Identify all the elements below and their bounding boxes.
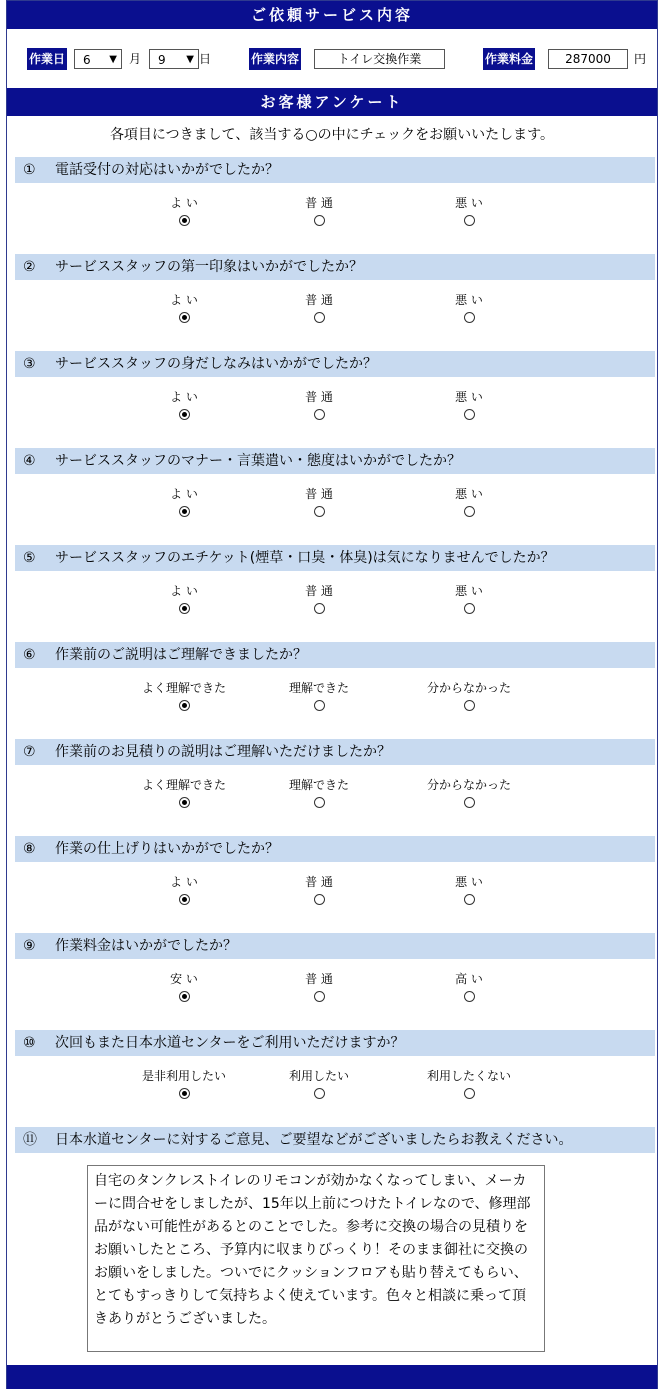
answer-option[interactable] (114, 389, 254, 423)
answer-option[interactable] (249, 389, 389, 423)
radio-checked-icon[interactable] (179, 1088, 190, 1099)
question-number: ⑤ (23, 550, 36, 566)
radio-checked-icon[interactable] (179, 215, 190, 226)
month-select[interactable] (74, 49, 122, 69)
radio-unchecked-icon[interactable] (464, 215, 475, 226)
survey-form (6, 0, 658, 1389)
radio-unchecked-icon[interactable] (464, 603, 475, 614)
radio-checked-icon[interactable] (179, 797, 190, 808)
radio-checked-icon[interactable] (179, 603, 190, 614)
answer-option-label: 悪 い (455, 875, 483, 889)
comment-textarea[interactable]: 自宅のタンクレストイレのリモコンが効かなくなってしまい、メーカーに問合せをしましたが、15年以上前につけたトイレなので、修理部品がない可能性があるとのことでした。参考に交換の場合の見積りをお願いしたところ、予算内に収まりびっくり！そのまま御社に交換のお願いをしました。ついでにクッションフロアも貼り替えてもらい、とてもすっきりして気持ちよく使えています。色々と相談に乗って頂きありがとうございました。 (87, 1165, 545, 1352)
answer-option[interactable] (114, 874, 254, 908)
question-text: サービススタッフのエチケット(煙草・口臭・体臭)は気になりませんでしたか？ (55, 550, 555, 566)
answer-option-label: 普 通 (305, 972, 333, 986)
fee-unit: 円 (634, 52, 647, 66)
question-6 (15, 642, 655, 668)
radio-checked-icon[interactable] (179, 991, 190, 1002)
question-number: ① (23, 162, 36, 178)
answer-option-label: 分からなかった (426, 778, 511, 792)
question-number: ⑩ (23, 1035, 36, 1051)
answer-option[interactable] (399, 389, 539, 423)
question-9 (15, 933, 655, 959)
question-11 (15, 1127, 655, 1153)
chevron-down-icon: ▼ (109, 54, 117, 65)
radio-unchecked-icon[interactable] (314, 797, 325, 808)
question-text: 作業料金はいかがでしたか？ (55, 938, 237, 954)
work-fee-field[interactable]: 287000 (548, 49, 628, 69)
answer-option[interactable] (399, 583, 539, 617)
answer-option-label: よく理解できた (141, 778, 226, 792)
day-unit: 日 (199, 52, 212, 66)
answer-option[interactable] (249, 1068, 389, 1102)
radio-unchecked-icon[interactable] (314, 991, 325, 1002)
question-text: 作業前のご説明はご理解できましたか？ (55, 647, 307, 663)
chevron-down-icon: ▼ (186, 54, 194, 65)
answer-option[interactable] (114, 195, 254, 229)
radio-unchecked-icon[interactable] (464, 700, 475, 711)
question-4 (15, 448, 655, 474)
radio-unchecked-icon[interactable] (314, 312, 325, 323)
answer-option-label: よ い (170, 584, 198, 598)
question-text: サービススタッフの身だしなみはいかがでしたか？ (55, 356, 377, 372)
answer-option-label: 利用したくない (426, 1069, 511, 1083)
question-3 (15, 351, 655, 377)
radio-checked-icon[interactable] (179, 506, 190, 517)
answer-option-label: 高 い (455, 972, 483, 986)
question-10 (15, 1030, 655, 1056)
question-text: 作業前のお見積りの説明はご理解いただけましたか？ (55, 744, 391, 760)
answer-option-label: 悪 い (455, 584, 483, 598)
answer-option[interactable] (114, 292, 254, 326)
radio-checked-icon[interactable] (179, 312, 190, 323)
day-value: 9 (158, 53, 166, 67)
question-number: ② (23, 259, 36, 275)
question-text: サービススタッフの第一印象はいかがでしたか？ (55, 259, 363, 275)
answer-option-label: 悪 い (455, 487, 483, 501)
answer-option[interactable] (249, 486, 389, 520)
answer-option-label: 普 通 (305, 487, 333, 501)
day-select[interactable] (149, 49, 199, 69)
answer-option[interactable] (249, 971, 389, 1005)
question-2 (15, 254, 655, 280)
answer-option-label: 普 通 (305, 293, 333, 307)
answer-option-label: 普 通 (305, 584, 333, 598)
radio-unchecked-icon[interactable] (314, 894, 325, 905)
answer-option-label: よ い (170, 487, 198, 501)
answer-option[interactable] (249, 777, 389, 811)
month-unit: 月 (129, 52, 142, 66)
question-number: ④ (23, 453, 36, 469)
answer-option[interactable] (399, 292, 539, 326)
answer-option-label: よ い (170, 390, 198, 404)
question-1 (15, 157, 655, 183)
answer-option[interactable] (249, 874, 389, 908)
radio-unchecked-icon[interactable] (314, 409, 325, 420)
answer-option[interactable] (399, 680, 539, 714)
question-text: 電話受付の対応はいかがでしたか？ (55, 162, 279, 178)
radio-unchecked-icon[interactable] (464, 1088, 475, 1099)
work-fee-label: 作業料金 (483, 48, 535, 70)
answer-option-label: 普 通 (305, 390, 333, 404)
answer-option-label: よ い (170, 196, 198, 210)
answer-option-label: 普 通 (305, 875, 333, 889)
answer-option-label: 理解できた (288, 681, 349, 695)
answer-option[interactable] (114, 1068, 254, 1102)
question-number: ⑦ (23, 744, 36, 760)
radio-checked-icon[interactable] (179, 700, 190, 711)
work-content-field[interactable]: トイレ交換作業 (314, 49, 445, 69)
question-5 (15, 545, 655, 571)
answer-option[interactable] (114, 971, 254, 1005)
radio-unchecked-icon[interactable] (314, 506, 325, 517)
radio-unchecked-icon[interactable] (464, 797, 475, 808)
question-number: ⑪ (23, 1132, 37, 1148)
answer-option[interactable] (399, 777, 539, 811)
answer-option-label: 安 い (170, 972, 198, 986)
answer-option-label: よ い (170, 875, 198, 889)
answer-option[interactable] (114, 680, 254, 714)
answer-option[interactable] (114, 486, 254, 520)
radio-unchecked-icon[interactable] (464, 312, 475, 323)
radio-unchecked-icon[interactable] (464, 506, 475, 517)
answer-option-label: 悪 い (455, 390, 483, 404)
answer-option[interactable] (249, 583, 389, 617)
answer-option[interactable] (249, 292, 389, 326)
month-value: 6 (83, 53, 91, 67)
question-text: サービススタッフのマナー・言葉遣い・態度はいかがでしたか？ (55, 453, 461, 469)
question-8 (15, 836, 655, 862)
answer-option-label: よ い (170, 293, 198, 307)
radio-unchecked-icon[interactable] (314, 700, 325, 711)
radio-unchecked-icon[interactable] (464, 409, 475, 420)
question-text: 日本水道センターに対するご意見、ご要望などがございましたらお教えください。 (55, 1132, 573, 1148)
answer-option[interactable] (114, 583, 254, 617)
question-text: 作業の仕上げりはいかがでしたか？ (55, 841, 279, 857)
answer-option-label: 分からなかった (426, 681, 511, 695)
radio-unchecked-icon[interactable] (314, 1088, 325, 1099)
survey-header: お客様アンケート (7, 88, 657, 116)
answer-option[interactable] (399, 971, 539, 1005)
radio-checked-icon[interactable] (179, 409, 190, 420)
answer-option[interactable] (399, 874, 539, 908)
answer-option-label: 理解できた (288, 778, 349, 792)
answer-option-label: よく理解できた (141, 681, 226, 695)
question-number: ③ (23, 356, 36, 372)
radio-unchecked-icon[interactable] (314, 215, 325, 226)
radio-unchecked-icon[interactable] (464, 894, 475, 905)
question-number: ⑨ (23, 938, 36, 954)
survey-intro: 各項目につきまして、該当する○の中にチェックをお願いいたします。 (109, 127, 555, 143)
radio-unchecked-icon[interactable] (314, 603, 325, 614)
footer-band (7, 1365, 657, 1389)
answer-option-label: 普 通 (305, 196, 333, 210)
service-header: ご依頼サービス内容 (7, 1, 657, 29)
answer-option-label: 利用したい (288, 1069, 349, 1083)
question-number: ⑧ (23, 841, 36, 857)
question-number: ⑥ (23, 647, 36, 663)
answer-option[interactable] (399, 195, 539, 229)
answer-option[interactable] (249, 195, 389, 229)
question-text: 次回もまた日本水道センターをご利用いただけますか？ (55, 1035, 405, 1051)
radio-checked-icon[interactable] (179, 894, 190, 905)
work-content-label: 作業内容 (249, 48, 301, 70)
answer-option-label: 是非利用したい (141, 1069, 226, 1083)
radio-unchecked-icon[interactable] (464, 991, 475, 1002)
answer-option[interactable] (249, 680, 389, 714)
answer-option-label: 悪 い (455, 196, 483, 210)
answer-option[interactable] (399, 1068, 539, 1102)
answer-option[interactable] (114, 777, 254, 811)
question-7 (15, 739, 655, 765)
answer-option-label: 悪 い (455, 293, 483, 307)
work-date-label: 作業日 (27, 48, 67, 70)
answer-option[interactable] (399, 486, 539, 520)
